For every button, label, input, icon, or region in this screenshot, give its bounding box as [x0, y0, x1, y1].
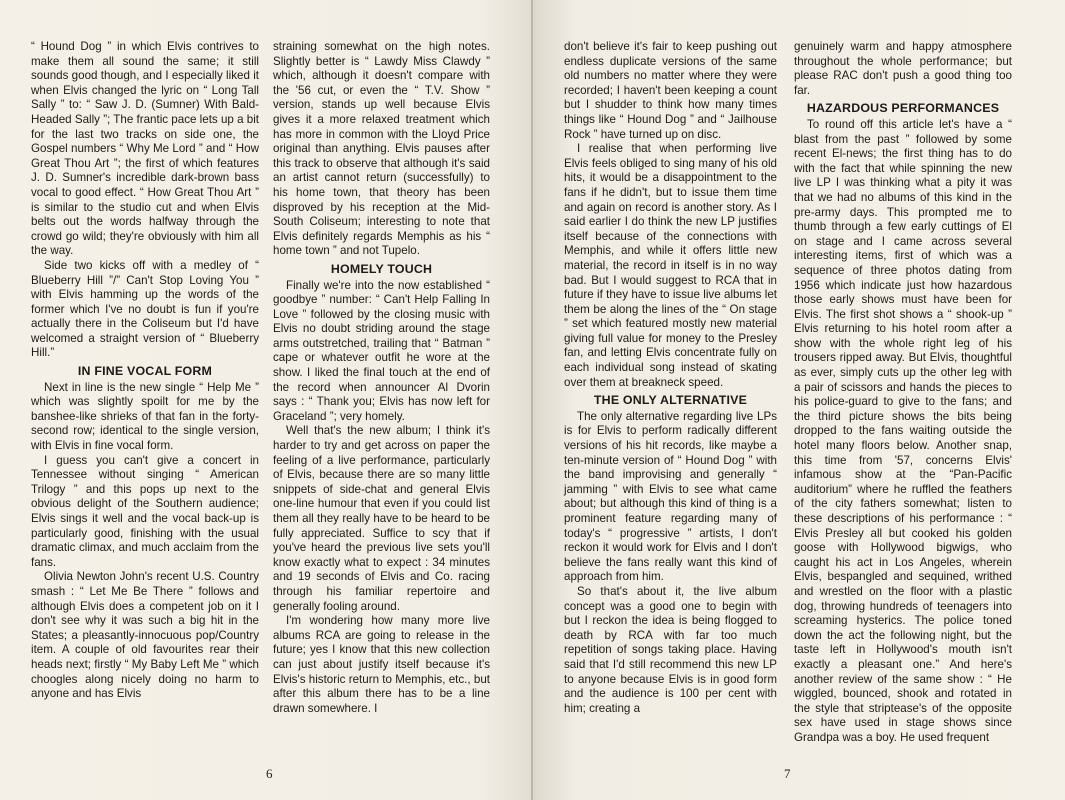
paragraph: The only alternative regarding live LPs is for Elvis to perform radically different versions of his hit records, like maybe a ten-minute version of “ Hound Dog ” with the band improvising and generally “ jamming ” with Elvis to see what came about; but although this kind of thing is a prominent feature regarding many of today's “ progressive ” artists, I don't reckon it would work for Elvis and I don't believe the fans really want this kind of approach from him.: [564, 409, 777, 584]
section-heading: THE ONLY ALTERNATIVE: [593, 393, 748, 408]
paragraph: To round off this article let's have a “ blast from the past ” followed by some recent El-news; the first thing has to do with the fact that while spinning the new live LP I was thinking what a pity it was that we had no albums of this kind in the pre-army days. This prompted me to thumb through a few early cuttings of El on stage and I came across several interesting items, first of which was a sequence of three photos dating from 1956 which indicate just how hazardous those early shows must have been for Elvis. The first shot shows a “ shook-up ” Elvis returning to his hotel room after a show with the whole right leg of his trousers ripped away. But Elvis, thoughtful as ever, simply cuts up the other leg with a pair of scissors and hands the pieces to his police-guard to give to the fans; and the third picture shows the bits being dropped to the fans waiting outside the hotel many floors below. Another snap, this time from '57, concerns Elvis' infamous show at the “Pan-Pacific auditorium” where he ruffled the feathers of the city fathers somewhat; listen to these descriptions of his performance : “ Elvis Presley all but cooked his golden goose with Hollywood bigwigs, who caught his act in Los Angeles, wherein Elvis, bespangled and sequined, writhed and wrestled on the floor with a plastic dog, throwing hundreds of teenagers into screaming hysterics. The police toned down the act the following night, but the taste left in Hollywood's mouth isn't exactly a pleasant one.” And here's another review of the same show : “ He wiggled, bounced, shook and rotated in the style that striptease's of the opposite sex have used in stage shows since Grandpa was a boy. He used frequent: [794, 117, 1012, 744]
column-1: [31, 40, 259, 702]
page-number: 6: [266, 766, 273, 781]
paragraph: Side two kicks off with a medley of “ Blueberry Hill ”/” Can't Stop Loving You ” with Elvis hamming up the words of the former which I've no doubt is fun if you're actually there in the Coliseum but I'd have welcomed a straight version of “ Blueberry Hill.”: [31, 258, 259, 360]
paragraph: straining somewhat on the high notes. Slightly better is “ Lawdy Miss Clawdy ” which, although it doesn't compare with the '56 cut, or even the “ T.V. Show ” version, stands up well because Elvis gives it a more relaxed treatment which has more in common with the Lloyd Price original than anything. Elvis pauses after this track to observe that although it's said an artist cannot return (successfully) to his home town, that theory has been disproved by his reception at the Mid-South Coliseum; interesting to note that Elvis definitely regards Memphis as his “ home town ” and not Tupelo.: [273, 40, 490, 258]
paragraph: I guess you can't give a concert in Tennessee without singing “ American Trilogy ” and this pops up next to the obvious delight of the Southern audience; Elvis sings it well and the vocal back-up is particularly good, finishing with the usual dramatic climax, and much acclaim from the fans.: [31, 453, 259, 569]
paragraph: Well that's the new album; I think it's harder to try and get across on paper the feeling of a live performance, particularly of Elvis, because there are so many little snippets of side-chat and general Elvis one-line humour that even if you could list them all they really have to be heard to be fully appreciated. Suffice to scy that if you've heard the previous live sets you'll know exactly what to expect : 34 minutes and 19 seconds of Elvis and Co. racing through his familiar repertoire and generally fooling around.: [273, 424, 490, 613]
paragraph: “ Hound Dog ” in which Elvis contrives to make them all sound the same; it still sounds good though, and I especially liked it when Elvis changed the lyric on “ Long Tall Sally ” to: “ Saw J. D. (Sumner) With Bald-Headed Sally ”; The frantic pace lets up a bit for the last two tracks on side one, the Gospel numbers “ Why Me Lord ” and “ How Great Thou Art ”; the first of which features J. D. Sumner's incredible dark-brown bass vocal to good effect. “ How Great Thou Art ” is similar to the studio cut and when Elvis belts out the words halfway through the crowd go wild; they're obviously with him all the way.: [31, 40, 259, 258]
paragraph: Olivia Newton John's recent U.S. Country smash : “ Let Me Be There ” follows and although Elvis does a competent job on it I don't see why it was such a big hit in the States; a pleasantly-innocuous pop/Country item. A couple of old favourites rear their heads next; firstly “ My Baby Left Me ” which choogles along nicely doing no harm to anyone and has Elvis: [31, 570, 259, 701]
paragraph: don't believe it's fair to keep pushing out endless duplicate versions of the same old numbers no matter where they were recorded; I haven't been keeping a count but I shudder to think how many times things like “ Hound Dog ” and “ Jailhouse Rock ” have turned up on disc.: [564, 40, 777, 141]
paragraph: I realise that when performing live Elvis feels obliged to sing many of his old hits, it would be a disappointment to the fans if he didn't, but to issue them time and again on record is another story. As I said earlier I do think the new LP justifies itself because of the connections with Memphis, and while it offers little new material, the record in itself is in no way bad. But I would suggest to RCA that in future if they have to issue live albums let them be along the lines of the “ On stage ” set which featured mostly new material giving full value for money to the Presley fan, and letting Elvis concentrate fully on each individual song instead of skating over them at breakneck speed.: [564, 142, 777, 389]
column-2: [273, 40, 490, 716]
page-number: 7: [784, 766, 791, 781]
section-heading: IN FINE VOCAL FORM: [77, 364, 213, 379]
section-heading: HAZARDOUS PERFORMANCES: [806, 101, 1000, 116]
paragraph: Finally we're into the now established “ goodbye ” number: “ Can't Help Falling In Love ” followed by the closing music with Elvis no doubt striding around the stage arms outstretched, trailing that “ Batman ” cape or whatever outfit he wore at the show. I liked the final touch at the end of the record when announcer Al Dvorin says : “ Thank you; Elvis has now left for Graceland ”; very homely.: [273, 278, 490, 423]
paragraph: So that's about it, the live album concept was a good one to begin with but I reckon the idea is being flogged to death by RCA with far too much repetition of songs taking place. Having said that I'd still recommend this new LP to anyone because Elvis is in good form and the audience is 100 per cent with him; creating a: [564, 584, 777, 715]
column-4: [794, 40, 1012, 746]
paragraph: I'm wondering how many more live albums RCA are going to release in the future; yes I know that this new collection can just about justify itself because it's Elvis's historic return to Memphis, etc., but after this album there has to be a line drawn somewhere. I: [273, 614, 490, 715]
paragraph: genuinely warm and happy atmosphere throughout the whole performance; but please RAC don't push a good thing too far.: [794, 40, 1012, 97]
column-3: [564, 40, 777, 716]
section-heading: HOMELY TOUCH: [330, 261, 433, 276]
paragraph: Next in line is the new single “ Help Me ” which was slightly spoilt for me by the banshee-like shrieks of that fan in the forty-second row; identical to the single version, with Elvis in fine vocal form.: [31, 380, 259, 453]
